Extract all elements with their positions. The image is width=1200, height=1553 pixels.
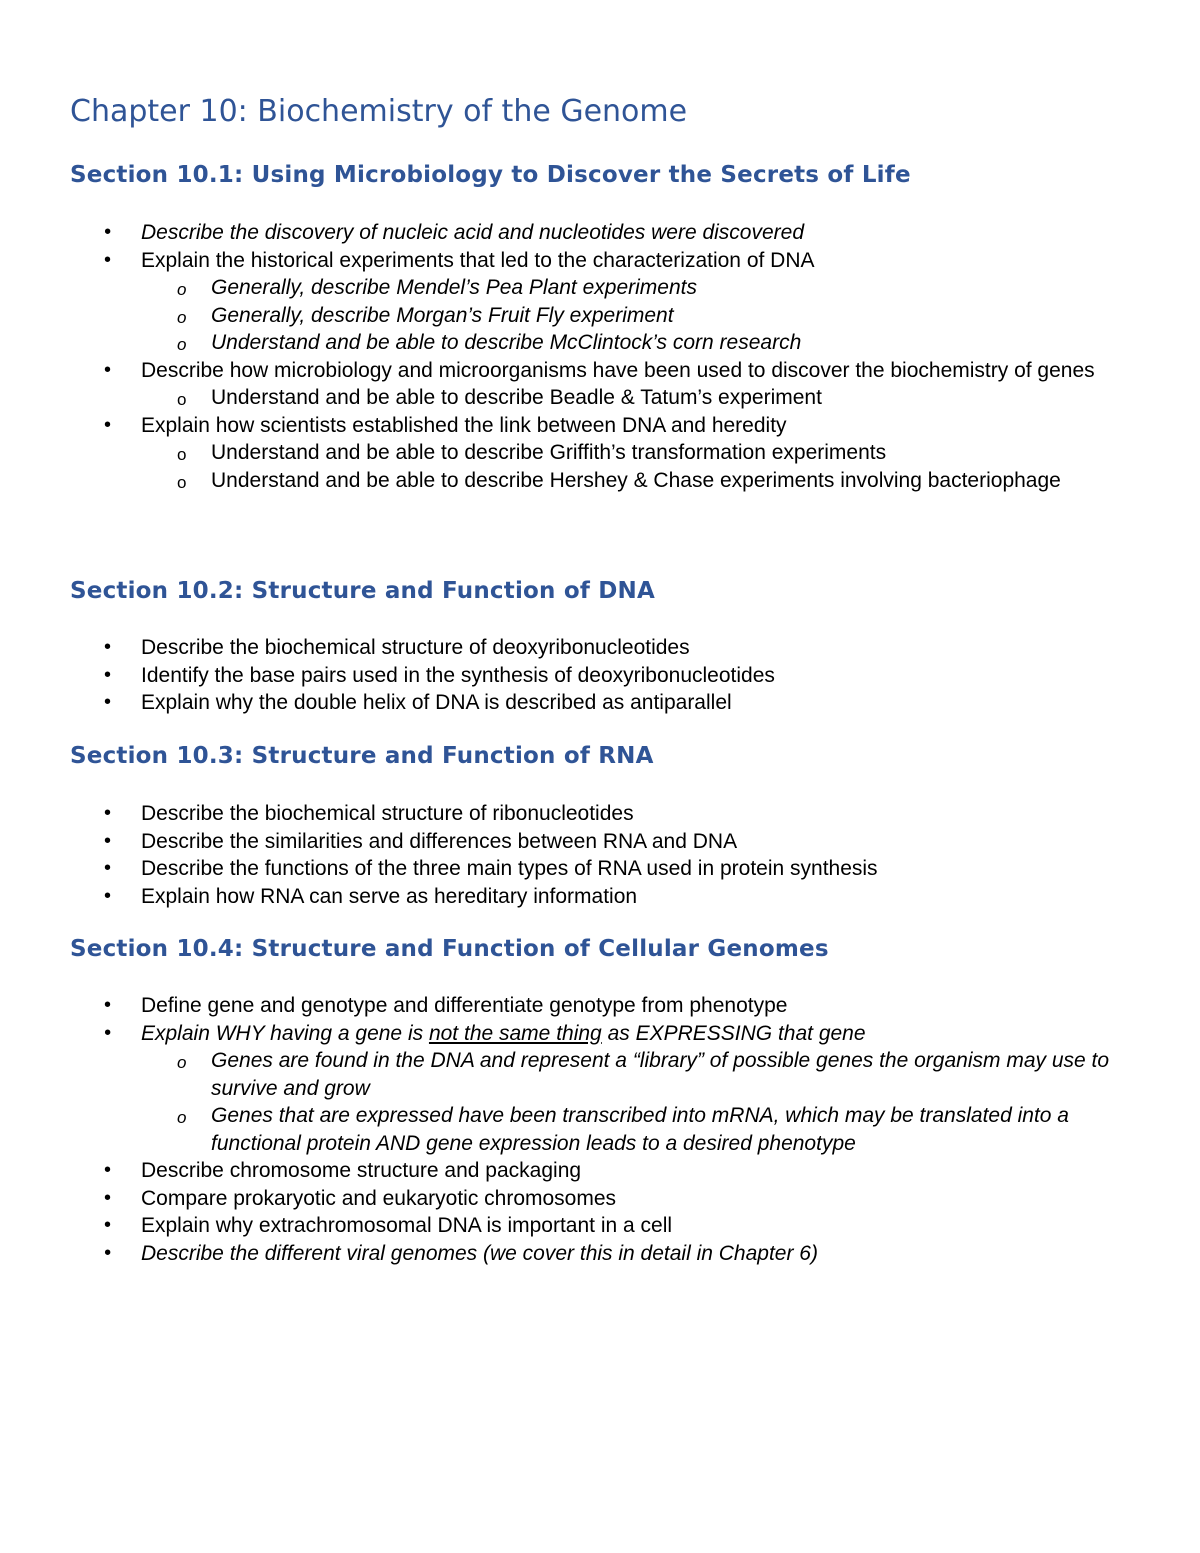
bullet-icon: • (104, 884, 112, 907)
sub-bullet-icon: o (177, 280, 187, 299)
list-item: • Describe the functions of the three main types of RNA used in protein synthesis (0, 855, 1131, 883)
list-item: o Understand and be able to describe Beadle & Tatum’s experiment (0, 384, 1131, 412)
list-item: • Compare prokaryotic and eukaryotic chromosomes (0, 1185, 1131, 1213)
list-item: o Understand and be able to describe Griffith’s transformation experiments (0, 439, 1131, 467)
section-heading-10-3: Section 10.3: Structure and Function of RNA (70, 743, 654, 769)
bullet-icon: • (104, 1214, 112, 1236)
bullet-icon: • (104, 358, 112, 381)
list-item: o Understand and be able to describe McClintock’s corn research (0, 329, 1131, 357)
list-item: o Generally, describe Mendel’s Pea Plant experiments (0, 274, 1131, 302)
bullet-icon: • (104, 1021, 112, 1044)
bullet-icon: • (104, 221, 112, 243)
list-item: • Describe the discovery of nucleic acid and nucleotides were discovered (0, 219, 1131, 247)
list-item: o Understand and be able to describe Hershey & Chase experiments involving bacteriophage (0, 467, 1131, 495)
bullet-icon: • (104, 857, 112, 879)
bullet-icon: • (104, 636, 112, 658)
list-item: • Explain how scientists established the link between DNA and heredity (0, 412, 1131, 440)
list-item: • Describe the biochemical structure of deoxyribonucleotides (0, 634, 1131, 662)
section-heading-10-1: Section 10.1: Using Microbiology to Discover the Secrets of Life (70, 162, 911, 188)
underlined-phrase: not the same thing (428, 1021, 602, 1045)
list-item: o Genes are found in the DNA and represent a “library” of possible genes the organism may use to survive and grow (177, 1049, 1110, 1100)
list-item: • Describe the biochemical structure of ribonucleotides (0, 800, 1131, 828)
bullet-icon: • (104, 663, 112, 686)
bullet-icon: • (104, 691, 112, 713)
sub-bullet-icon: o (177, 335, 187, 354)
list-item: o Generally, describe Morgan’s Fruit Fly experiment (0, 302, 1131, 330)
sub-bullet-icon: o (177, 1053, 187, 1072)
list-item: o Genes that are expressed have been transcribed into mRNA, which may be translated into a functional protein AND gene expression leads to a desired phenotype (177, 1104, 1069, 1155)
sub-bullet-icon: o (177, 307, 187, 327)
section-heading-10-2: Section 10.2: Structure and Function of DNA (70, 578, 655, 604)
bullet-icon: • (104, 1241, 112, 1264)
bullet-icon: • (104, 248, 112, 271)
section-heading-10-4: Section 10.4: Structure and Function of Cellular Genomes (70, 936, 829, 962)
chapter-title: Chapter 10: Biochemistry of the Genome (70, 94, 688, 129)
list-item: • Identify the base pairs used in the synthesis of deoxyribonucleotides (0, 662, 1131, 690)
list-item: • Explain the historical experiments that led to the characterization of DNA (0, 247, 1131, 275)
list-item: • Explain WHY having a gene is not the same thing as EXPRESSING that gene (0, 1020, 1131, 1048)
section-10-1-list (0, 219, 1200, 494)
list-item: • Explain how RNA can serve as hereditary information (0, 883, 1131, 911)
bullet-icon: • (104, 829, 112, 852)
list-item: • Describe how microbiology and microorganisms have been used to discover the biochemistry of genes (0, 357, 1131, 385)
bullet-icon: • (104, 994, 112, 1016)
section-10-3-list (0, 800, 1200, 910)
bullet-icon: • (104, 413, 112, 436)
list-item: • Define gene and genotype and differentiate genotype from phenotype (0, 992, 1131, 1020)
list-item: • Describe the different viral genomes (we cover this in detail in Chapter 6) (0, 1240, 1131, 1268)
bullet-icon: • (104, 1159, 112, 1181)
list-item: • Explain why the double helix of DNA is described as antiparallel (0, 689, 1131, 717)
sub-bullet-icon: o (177, 390, 187, 409)
sub-bullet-icon: o (177, 445, 187, 464)
sub-bullet-icon: o (177, 1108, 187, 1127)
list-item: • Explain why extrachromosomal DNA is important in a cell (0, 1212, 1131, 1240)
section-10-4-list (0, 992, 1200, 1267)
bullet-icon: • (104, 802, 112, 824)
list-item: • Describe chromosome structure and packaging (0, 1157, 1131, 1185)
list-item: • Describe the similarities and differences between RNA and DNA (0, 828, 1131, 856)
sub-bullet-icon: o (177, 472, 187, 492)
bullet-icon: • (104, 1186, 112, 1209)
section-10-2-list (0, 634, 1200, 717)
